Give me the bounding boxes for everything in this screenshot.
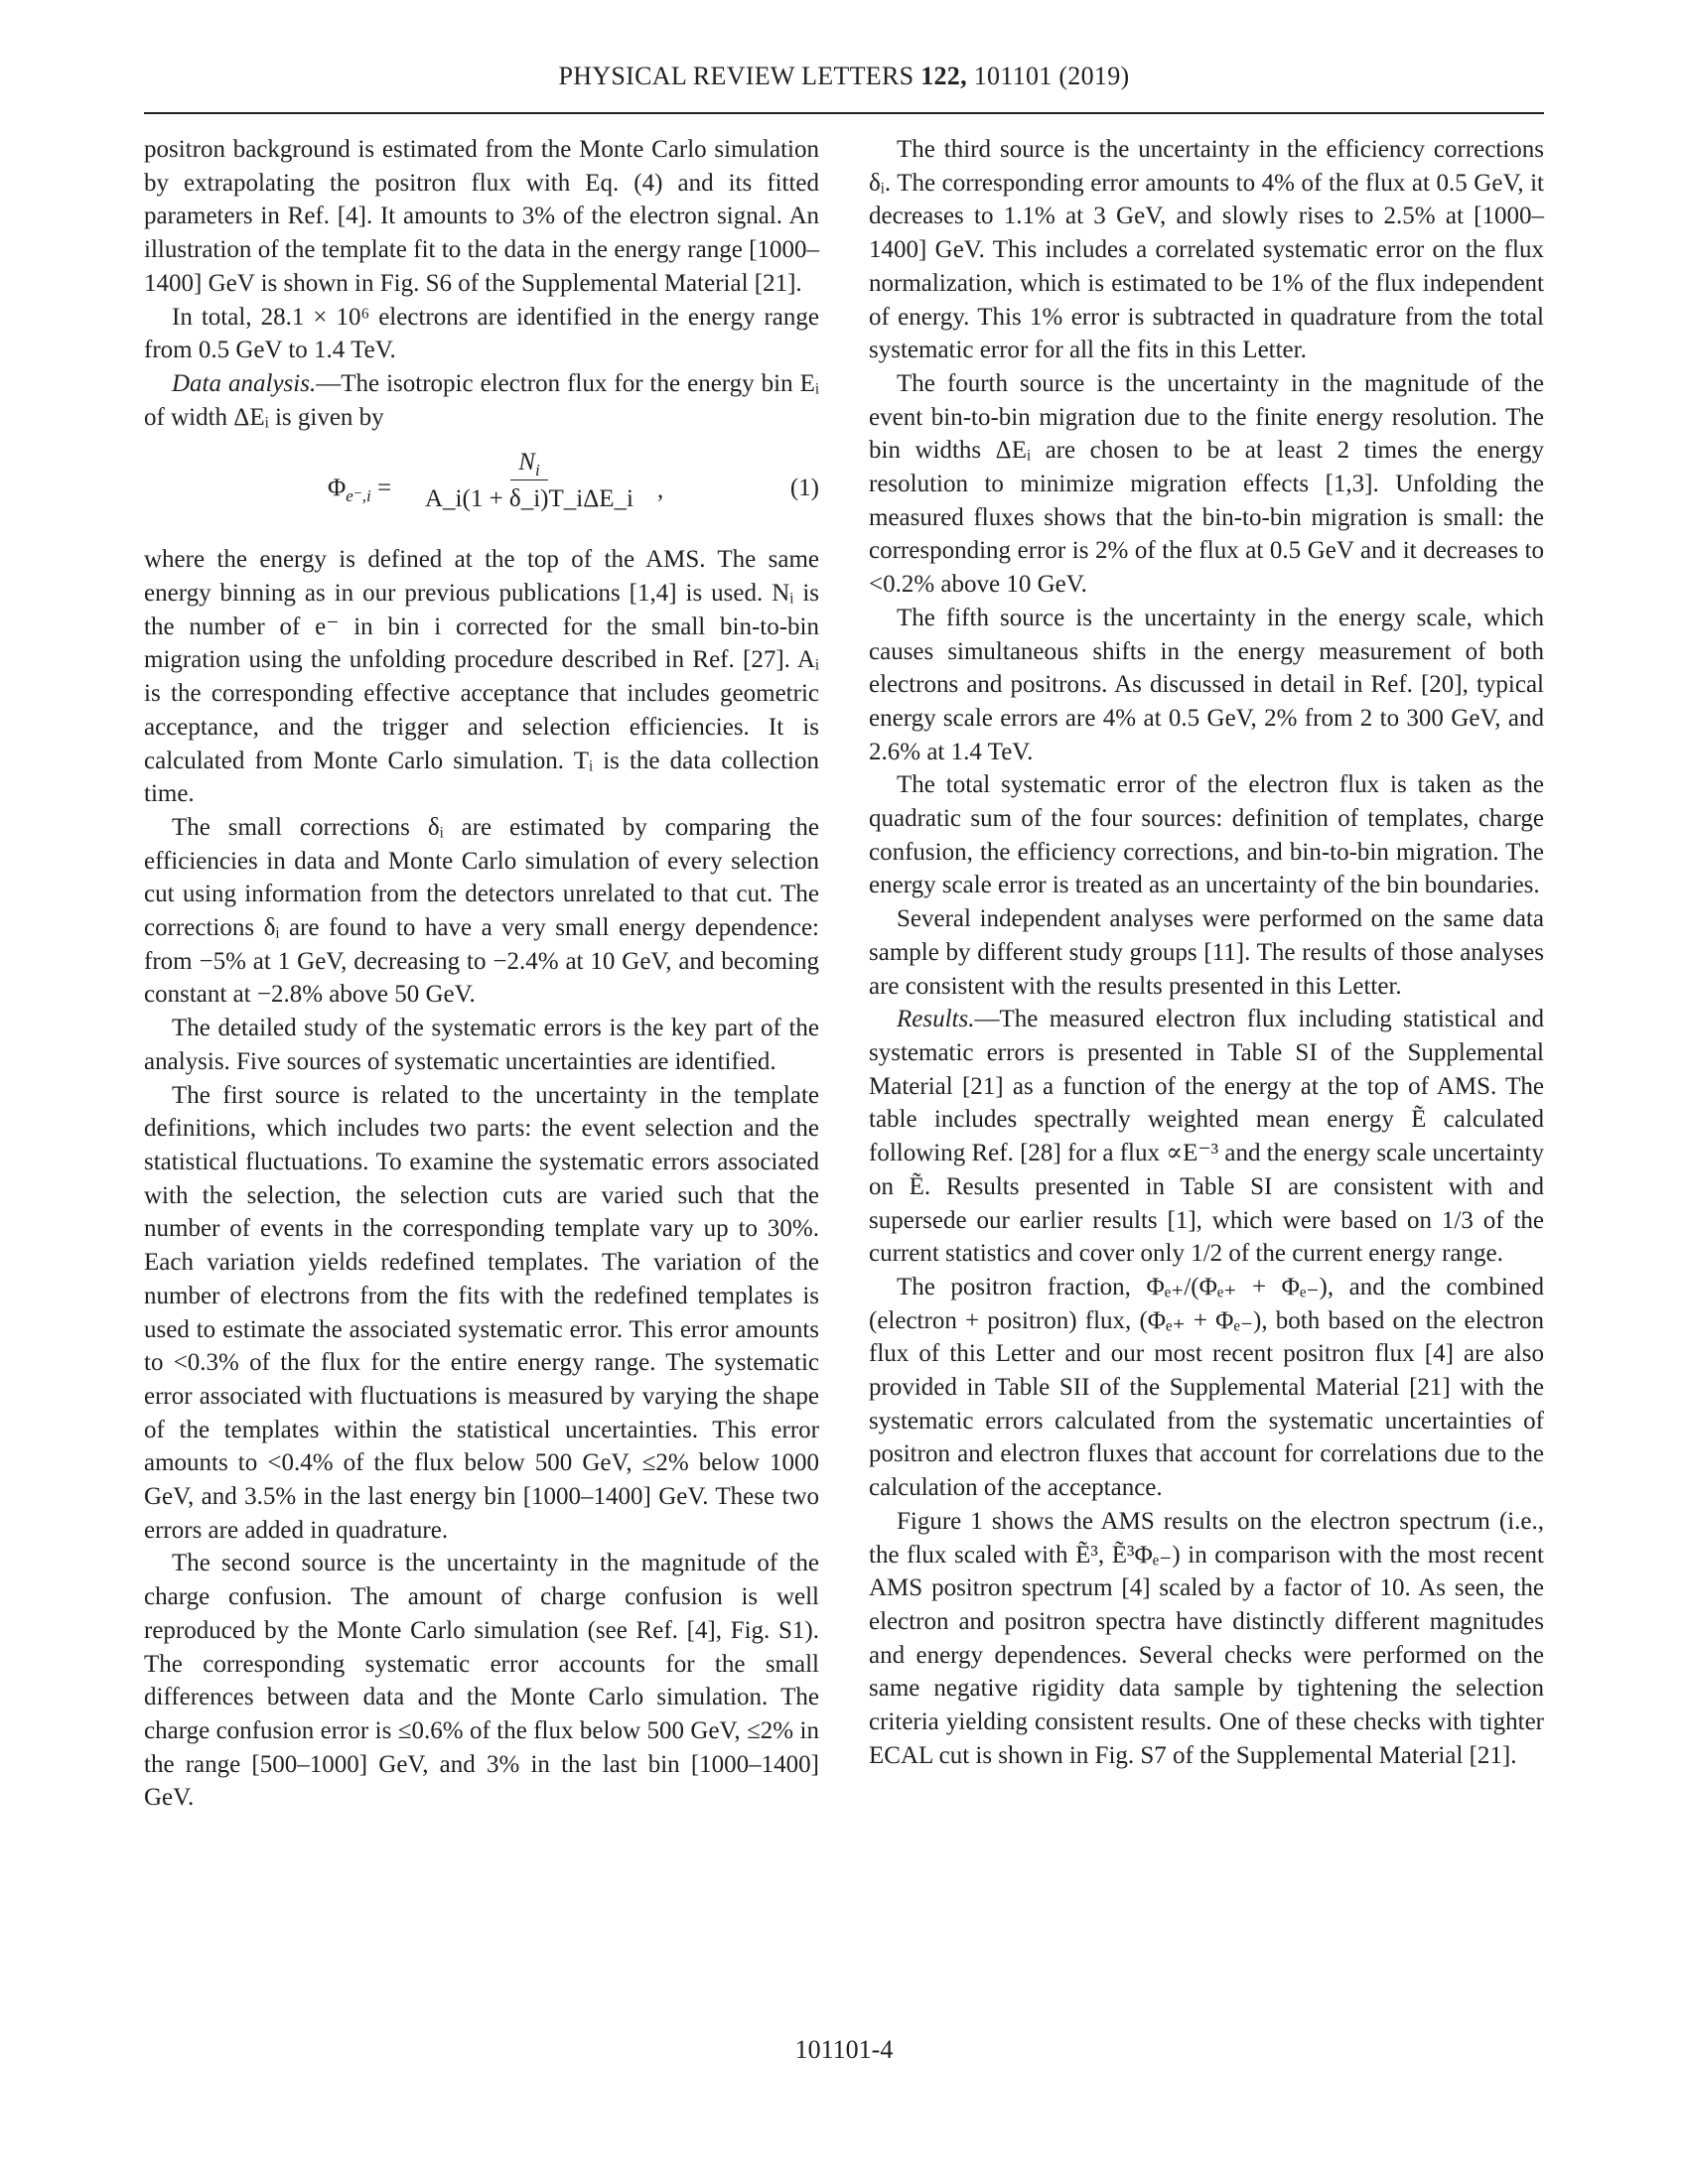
paragraph: The detailed study of the systematic errors is the key part of the analysis. Five sources of systematic uncertainties are identified. [144, 1015, 819, 1075]
right-column [869, 133, 1544, 1772]
paragraph: The fifth source is the uncertainty in the energy scale, which causes simultaneous shifts in the energy measurement of both electrons and positrons. As discussed in detail in Ref. [20], typical energy scale errors are 4% at 0.5 GeV, 2% from 2 to 300 GeV, and 2.6% at 1.4 TeV. [869, 604, 1544, 765]
equation-comma: , [657, 477, 664, 504]
paragraph-body: —The measured electron flux including statistical and systematic errors is presented in Table SI of the Supplemental Material [21] as a function of the energy at the top of AMS. The table includes spectrally weighted mean energy Ẽ calculated following Ref. [28] for a flux ∝E⁻³ and the energy scale uncertainty on Ẽ. Results presented in Table SI are consistent with and supersede our earlier results [1], which were based on 1/3 of the current statistics and cover only 1/2 of the current energy range. [869, 1006, 1544, 1268]
equation-fraction [425, 446, 633, 518]
paragraph: positron background is estimated from the Monte Carlo simulation by extrapolating the positron flux with Eq. (4) and its fitted parameters in Ref. [4]. It amounts to 3% of the electron signal. An illustration of the template fit to the data in the energy range [1000–1400] GeV is shown in Fig. S6 of the Supplemental Material [21]. [144, 136, 819, 297]
section-heading: Data analysis. [172, 369, 317, 397]
paragraph: where the energy is defined at the top of the AMS. The same energy binning as in our previous publications [1,4] is used. Nᵢ is the number of e⁻ in bin i corrected for the small bin-to-bin migration using the unfolding procedure described in Ref. [27]. Aᵢ is the corresponding effective acceptance that includes geometric acceptance, and the trigger and selection efficiencies. It is calculated from Monte Carlo simulation. Tᵢ is the data collection time. [144, 546, 819, 808]
equation-1 [144, 434, 819, 543]
section-heading: Results. [897, 1006, 975, 1033]
paragraph: The third source is the uncertainty in the efficiency corrections δᵢ. The corresponding error amounts to 4% of the flux at 0.5 GeV, it decreases to 1.1% at 3 GeV, and slowly rises to 2.5% at [1000–1400] GeV. This includes a correlated systematic error on the flux normalization, which is estimated to be 1% of the flux independent of energy. This 1% error is subtracted in quadrature from the total systematic error for all the fits in this Letter. [869, 136, 1544, 364]
paragraph: Figure 1 shows the AMS results on the electron spectrum (i.e., the flux scaled with Ẽ³, Ẽ³Φₑ₋) in comparison with the most recent AMS positron spectrum [4] scaled by a factor of 10. As seen, the electron and positron spectra have distinctly different magnitudes and energy dependences. Several checks were performed on the same negative rigidity data sample by tightening the selection criteria yielding consistent results. One of these checks with tighter ECAL cut is shown in Fig. S7 of the Supplemental Material [21]. [869, 1507, 1544, 1769]
paragraph-data-analysis [144, 367, 819, 434]
equation-numerator: $N_i$ [510, 446, 547, 480]
journal-volume: 122, [920, 62, 967, 90]
paragraph: The total systematic error of the electron flux is taken as the quadratic sum of the four sources: definition of templates, charge confusion, the efficiency corrections, and bin-to-bin migration. The energy scale error is treated as an uncertainty of the bin boundaries. [869, 771, 1544, 899]
paragraph-results [869, 1003, 1544, 1271]
paragraph-body: —The isotropic electron flux for the energy bin Eᵢ of width ΔEᵢ is given by [144, 369, 819, 431]
article-number: 101101 (2019) [973, 62, 1130, 90]
equation-denominator: A_i(1 + δ_i)T_iΔE_i [425, 485, 633, 513]
equation-lhs: $\Phi_{e^-,i}$ = [328, 475, 392, 506]
equation-number: (1) [789, 475, 819, 502]
journal-name: PHYSICAL REVIEW LETTERS [558, 62, 914, 90]
header-rule [144, 112, 1544, 114]
paragraph: The fourth source is the uncertainty in the magnitude of the event bin-to-bin migration due to the finite energy resolution. The bin widths ΔEᵢ are chosen to be at least 2 times the energy resolution to minimize migration effects [1,3]. Unfolding the measured fluxes shows that the bin-to-bin migration is small: the corresponding error is 2% of the flux at 0.5 GeV and it decreases to <0.2% above 10 GeV. [869, 369, 1544, 599]
page-number: 101101-4 [794, 2035, 894, 2064]
running-header [144, 62, 1544, 91]
paragraph: In total, 28.1 × 10⁶ electrons are identified in the energy range from 0.5 GeV to 1.4 TeV. [144, 303, 819, 364]
paragraph: The first source is related to the uncertainty in the template definitions, which includes two parts: the event selection and the statistical fluctuations. To examine the systematic errors associated with the selection, the selection cuts are varied such that the number of events in the corresponding template vary up to 30%. Each variation yields redefined templates. The variation of the number of electrons from the fits with the redefined templates is used to estimate the associated systematic error. This error amounts to <0.3% of the flux for the entire energy range. The systematic error associated with fluctuations is measured by varying the shape of the templates within the statistical uncertainties. This error amounts to <0.4% of the flux below 500 GeV, ≤2% below 1000 GeV, and 3.5% in the last energy bin [1000–1400] GeV. These two errors are added in quadrature. [144, 1081, 819, 1544]
paragraph: The second source is the uncertainty in the magnitude of the charge confusion. The amount of charge confusion is well reproduced by the Monte Carlo simulation (see Ref. [4], Fig. S1). The corresponding systematic error accounts for the small differences between data and the Monte Carlo simulation. The charge confusion error is ≤0.6% of the flux below 500 GeV, ≤2% in the range [500–1000] GeV, and 3% in the last bin [1000–1400] GeV. [144, 1550, 819, 1812]
paragraph: The small corrections δᵢ are estimated by comparing the efficiencies in data and Monte Carlo simulation of every selection cut using information from the detectors unrelated to that cut. The corrections δᵢ are found to have a very small energy dependence: from −5% at 1 GeV, decreasing to −2.4% at 10 GeV, and becoming constant at −2.8% above 50 GeV. [144, 813, 819, 1009]
paragraph: Several independent analyses were performed on the same data sample by different study groups [11]. The results of those analyses are consistent with the results presented in this Letter. [869, 905, 1544, 1000]
paragraph: The positron fraction, Φₑ₊/(Φₑ₊ + Φₑ₋), and the combined (electron + positron) flux, (Φₑ₊ + Φₑ₋), both based on the electron flux of this Letter and our most recent positron flux [4] are also provided in Table SII of the Supplemental Material [21] with the systematic errors calculated from the systematic uncertainties of positron and electron fluxes that account for correlations due to the calculation of the acceptance. [869, 1273, 1544, 1502]
left-column [144, 133, 819, 1815]
